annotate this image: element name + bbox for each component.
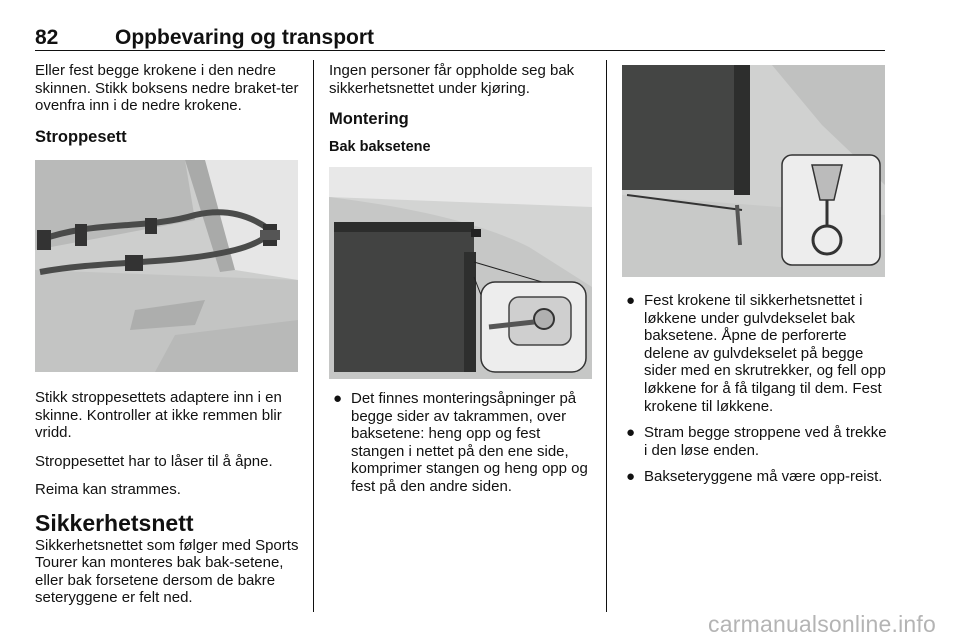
column-divider-1 bbox=[313, 60, 314, 612]
col1-para3: Reima kan strammes. bbox=[35, 481, 181, 499]
list-item: ● Bakseteryggene må være opp-reist. bbox=[626, 468, 883, 486]
chapter-title: Oppbevaring og transport bbox=[115, 26, 375, 49]
subheading-bak-baksetene: Bak baksetene bbox=[329, 138, 431, 155]
column-2 bbox=[329, 62, 594, 156]
col1-para4: Sikkerhetsnettet som følger med Sports Tourer kan monteres bak bak-setene, eller bak forsetene dersom de bakre seteryggene er felt ned. bbox=[35, 536, 299, 607]
net-mount-illustration bbox=[329, 167, 592, 379]
page-number: 82 bbox=[35, 26, 59, 49]
col1-para1: Stikk stroppesettets adaptere inn i en skinne. Kontroller at ikke remmen blir vridd. bbox=[35, 389, 282, 442]
col2-intro: Ingen personer får oppholde seg bak sikkerhetsnettet under kjøring. bbox=[329, 62, 575, 97]
list-item: ● Fest krokene til sikkerhetsnettet i løkkene under gulvdekselet bak baksetene. Åpne de perforerte delene av gulvdekselet på begge sider med en skrutrekker, og fell opp løkkene for å få tilgang til dem. Fest krokene til løkkene. bbox=[626, 292, 886, 415]
strap-kit-illustration bbox=[35, 160, 298, 372]
column-2-lower bbox=[329, 390, 597, 505]
header-rule bbox=[35, 50, 885, 51]
list-item: ● Stram begge stroppene ved å trekke i den løse enden. bbox=[626, 424, 887, 459]
watermark[interactable]: carmanualsonline.info bbox=[708, 611, 936, 637]
column-1-lower bbox=[35, 389, 300, 618]
column-1 bbox=[35, 62, 300, 146]
col1-para2: Stroppesettet har to låser til å åpne. bbox=[35, 452, 273, 470]
column-3 bbox=[622, 292, 890, 495]
heading-montering: Montering bbox=[329, 110, 409, 129]
heading-stroppesett: Stroppesett bbox=[35, 127, 127, 146]
floor-hook-illustration bbox=[622, 65, 885, 277]
heading-sikkerhetsnett: Sikkerhetsnett bbox=[35, 509, 194, 536]
col3-bullet-list bbox=[622, 292, 890, 486]
list-item: ● Det finnes monteringsåpninger på begge sider av takrammen, over baksetene: heng opp og fest stangen i nettet på den ene side, komprimer stangen og heng opp og fest på den andre siden. bbox=[333, 390, 588, 495]
col2-bullet-list bbox=[329, 390, 597, 496]
column-divider-2 bbox=[606, 60, 607, 612]
page-header bbox=[35, 26, 885, 50]
col1-intro: Eller fest begge krokene i den nedre skinnen. Stikk boksens nedre braket-ter ovenfra inn i de nedre krokene. bbox=[35, 62, 299, 115]
